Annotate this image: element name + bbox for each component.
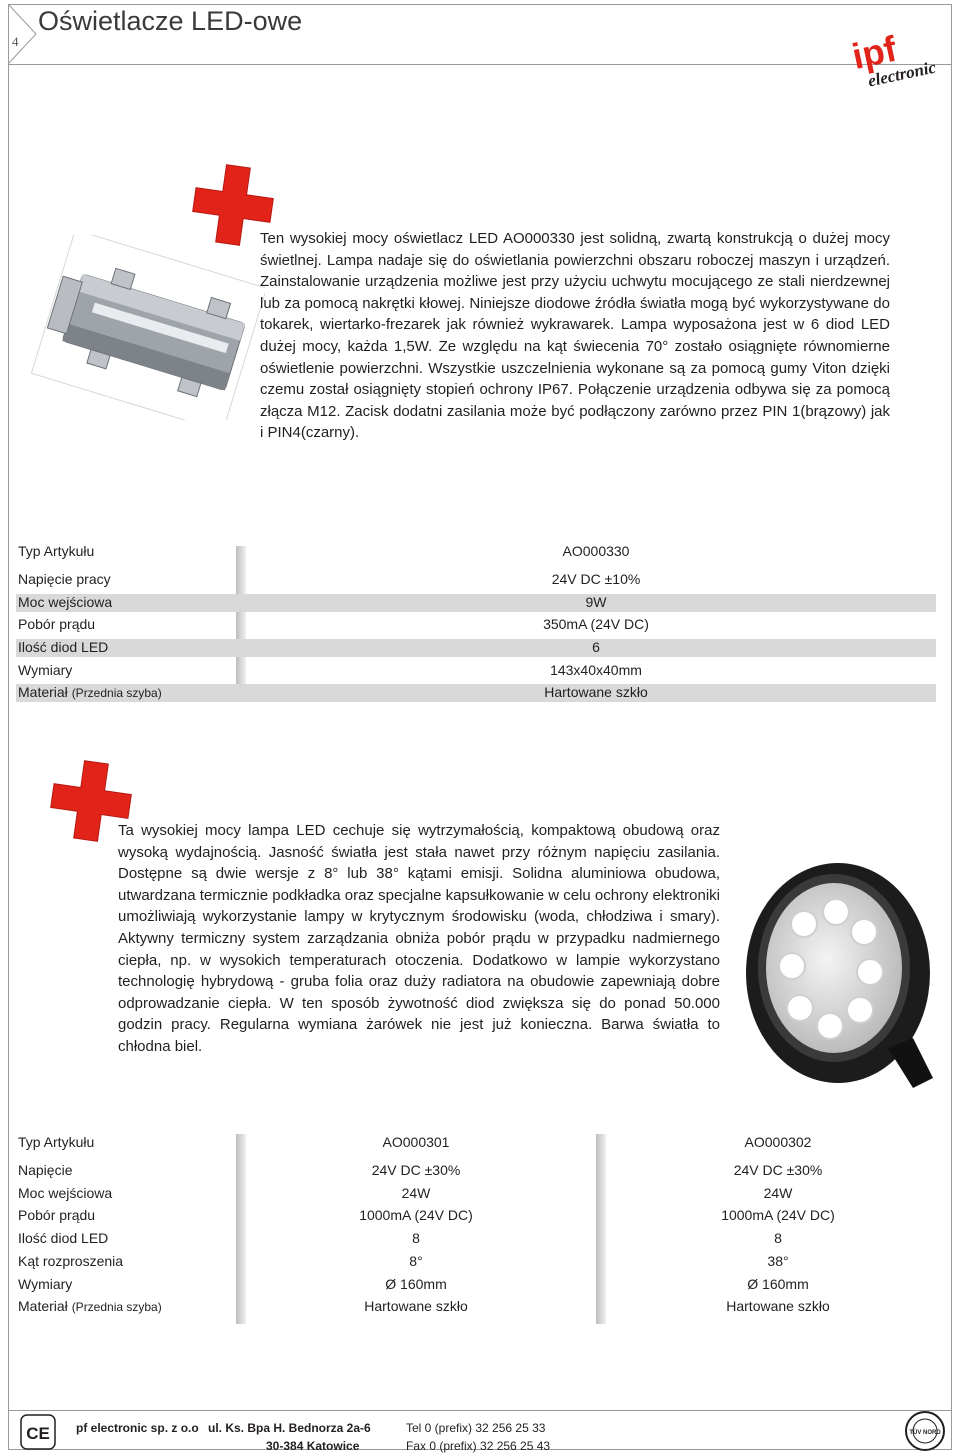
- row-label: Moc wejściowa: [18, 594, 113, 610]
- table-row: [16, 1253, 936, 1271]
- row-label: Pobór prądu: [18, 616, 96, 632]
- table-row: [16, 1298, 936, 1316]
- footer-divider: [8, 1410, 952, 1411]
- page-title: Oświetlacze LED-owe: [38, 6, 303, 36]
- row-col2: 38°: [767, 1253, 789, 1269]
- table-row: [16, 1162, 936, 1180]
- footer-tel: Tel 0 (prefix) 32 256 25 33: [406, 1421, 546, 1435]
- row-label: Wymiary: [18, 1276, 73, 1292]
- row-col2: 24V DC ±30%: [733, 1162, 823, 1178]
- row-col2: 8: [774, 1230, 782, 1246]
- row-col1: 8°: [409, 1253, 423, 1269]
- row-label: Moc wejściowa: [18, 1185, 113, 1201]
- footer-fax: Fax 0 (prefix) 32 256 25 43: [406, 1439, 551, 1453]
- logo-bottom-text: electronic: [866, 57, 938, 91]
- row-value: 9W: [585, 594, 607, 610]
- row-col1: 24V DC ±30%: [371, 1162, 461, 1178]
- row-col1: 24W: [401, 1185, 431, 1201]
- row-col1: Hartowane szkło: [364, 1298, 468, 1314]
- row-value: 24V DC ±10%: [551, 571, 641, 587]
- section2-description: Ta wysokiej mocy lampa LED cechuje się wytrzymałością, kompaktową obudową oraz wysoką wydajnością. Jasność światła jest stała nawet przy różnym napięciu zasilania. Dostępne są dwie wersje z 8° lub 38° kątami emisji. Solidna aluminiowa obudowa, utwardzana termicznie podkładka oraz specjalne kapsułkowanie w celu ochrony elektroniki umożliwiają wykorzystanie lampy w krytycznym środowisku (woda, chłodziwa i smary). Aktywny termiczny system zarządzania obniża pobór prądu w przypadku nadmiernego ciepła, np. w wysokich temperaturach otoczenia. Dodatkowo w lampie wykorzystano technologię hybrydową - gruba folia oraz duży radiatora na obudowie zapewniają dobre odprowadzanie ciepła. W ten sposób żywotność diod zwiększa się do ponad 50.000 godzin pracy. Regularna wymiana żarówek nie jest już konieczna. Barwa światła to chłodna biel.: [118, 822, 720, 1055]
- row-col2: 1000mA (24V DC): [721, 1207, 835, 1223]
- table-row: [16, 1230, 936, 1248]
- header-value: AO000330: [562, 543, 630, 559]
- row-label: Ilość diod LED: [18, 639, 109, 655]
- table-row: [16, 571, 936, 589]
- footer-street: ul. Ks. Bpa H. Bednorza 2a-6: [208, 1421, 371, 1435]
- table-header-row: [16, 1134, 936, 1152]
- row-value: Hartowane szkło: [544, 684, 648, 700]
- row-label: Wymiary: [18, 662, 73, 678]
- row-label: Kąt rozproszenia: [18, 1253, 124, 1269]
- row-label: Materiał (Przednia szyba): [18, 1298, 162, 1314]
- table-row: [16, 639, 936, 657]
- row-value: 350mA (24V DC): [543, 616, 649, 632]
- page-number: 4: [12, 34, 19, 49]
- ce-mark-text: CE: [26, 1424, 50, 1443]
- tuv-cert-icon: [902, 1410, 948, 1452]
- footer-city: 30-384 Katowice: [266, 1439, 360, 1453]
- row-value: 143x40x40mm: [550, 662, 642, 678]
- tuv-cert-text: TÜV NORD: [909, 1430, 941, 1436]
- row-label: Pobór prądu: [18, 1207, 96, 1223]
- row-label: Materiał (Przednia szyba): [18, 684, 162, 700]
- table-row: [16, 1276, 936, 1294]
- table-row: [16, 684, 936, 702]
- row-col2: Hartowane szkło: [726, 1298, 830, 1314]
- row-label: Napięcie: [18, 1162, 73, 1178]
- led-bar-lamp-image: [30, 235, 265, 420]
- row-col1: Ø 160mm: [385, 1276, 447, 1292]
- ipf-electronic-logo: [848, 18, 948, 96]
- row-label: Napięcie pracy: [18, 571, 111, 587]
- round-led-lamp-image: [738, 848, 960, 1108]
- table-row: [16, 1207, 936, 1225]
- logo-top-text: ipf: [848, 27, 901, 77]
- header-label: Typ Artykułu: [18, 543, 95, 559]
- ce-mark-icon: [20, 1414, 56, 1450]
- table-header-row: [16, 543, 936, 561]
- header-col2: AO000302: [744, 1134, 812, 1150]
- footer-company: pf electronic sp. z o.o: [76, 1421, 199, 1435]
- table-row: [16, 1185, 936, 1203]
- table-row: [16, 662, 936, 680]
- row-col2: 24W: [763, 1185, 793, 1201]
- table-row: [16, 616, 936, 634]
- header-col1: AO000301: [382, 1134, 450, 1150]
- section1-description: Ten wysokiej mocy oświetlacz LED AO000330 jest solidną, zwartą konstrukcją o dużej mocy świetlnej. Lampa nadaje się do oświetlania powierzchni obszaru roboczej maszyn i urządzeń. Zainstalowanie urządzenia możliwe jest przy użyciu uchwytu mocującego ze stali nierdzewnej lub za pomocą nakrętki kłowej. Niniejsze diodowe źródła światła mogą być wykorzystywane do tokarek, wiertarko-frezarek jak również wykrawarek. Lampa wyposażona jest w 6 diod LED dużej mocy, każda 1,5W. Ze względu na kąt świecenia 70° zostało osiągnięte równomierne oświetlenie powierzchni. Wszystkie uszczelnienia wykonane są za pomocą gumy Viton dzięki czemu został osiągnięty stopień ochrony IP67. Połączenie urządzenia odbywa się za pomocą złącza M12. Zacisk dodatni zasilania może być podłączony zarówno przez PIN 1(brązowy) jak i PIN4(czarny).: [260, 230, 890, 442]
- header-label: Typ Artykułu: [18, 1134, 95, 1150]
- row-col2: Ø 160mm: [747, 1276, 809, 1292]
- row-col1: 1000mA (24V DC): [359, 1207, 473, 1223]
- row-value: 6: [592, 639, 600, 655]
- row-label: Ilość diod LED: [18, 1230, 109, 1246]
- table-row: [16, 594, 936, 612]
- row-col1: 8: [412, 1230, 420, 1246]
